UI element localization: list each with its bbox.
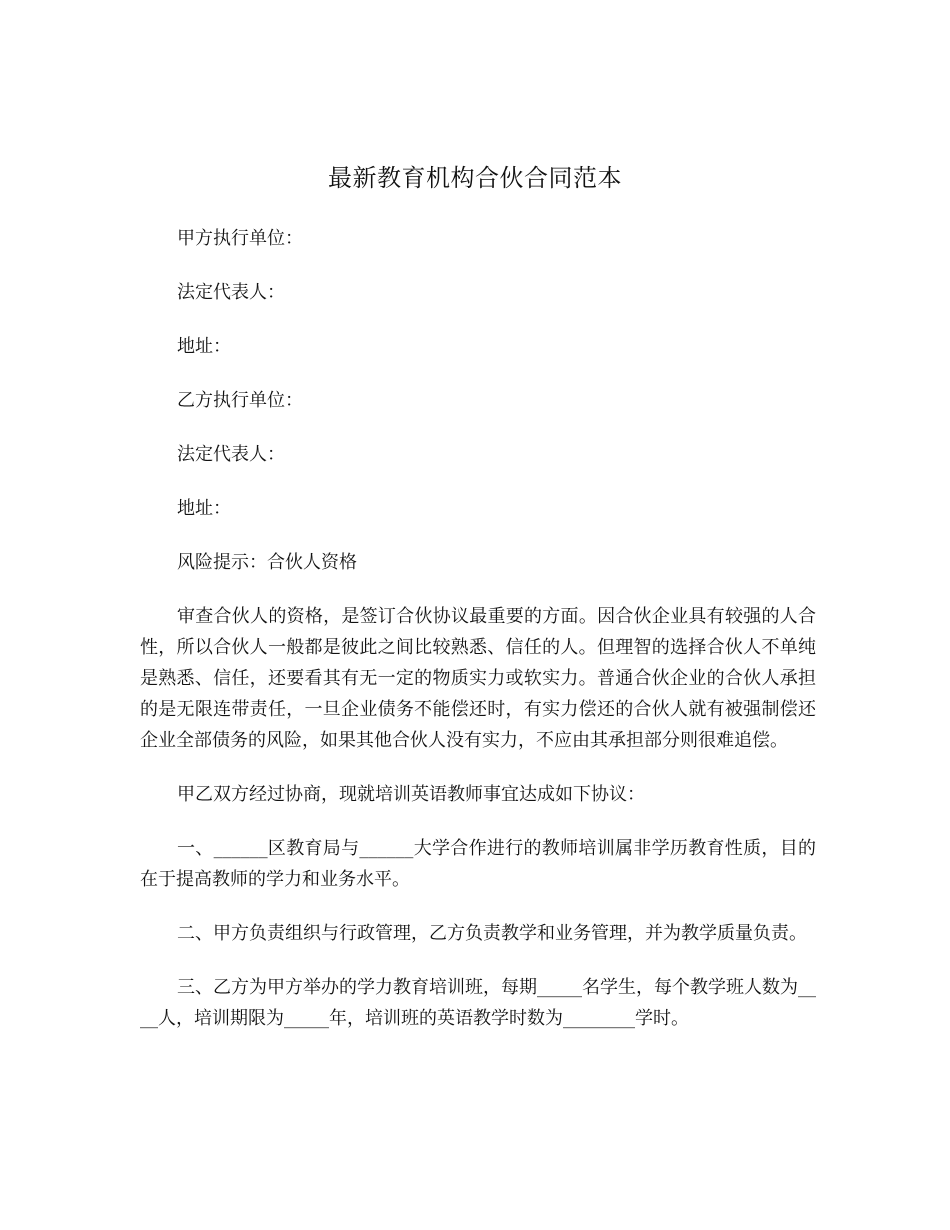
- party-b-representative-field: 法定代表人：: [177, 444, 285, 465]
- partner-qualification-paragraph: 审查合伙人的资格，是签订合伙协议最重要的方面。因合伙企业具有较强的人合性，所以合伙人一般都是彼此之间比较熟悉、信任的人。但理智的选择合伙人不单纯是熟悉、信任，还要看其有无一定的物质实力或软实力。普通合伙企业的合伙人承担的是无限连带责任，一旦企业债务不能偿还时，有实力偿还的合伙人就有被强制偿还企业全部债务的风险，如果其他合伙人没有实力，不应由其承担部分则很难追偿。: [140, 606, 816, 751]
- party-a-address-field: 地址：: [177, 336, 231, 357]
- party-b-unit-field: 乙方执行单位：: [177, 390, 303, 411]
- document-title: 最新教育机构合伙合同范本: [328, 164, 622, 192]
- document-body: [140, 223, 816, 1057]
- party-b-address-field: 地址：: [177, 498, 231, 519]
- party-a-unit-field: 甲方执行单位：: [177, 228, 303, 249]
- agreement-intro-paragraph: 甲乙双方经过协商，现就培训英语教师事宜达成如下协议：: [177, 784, 645, 805]
- risk-notice: 风险提示：合伙人资格: [177, 552, 357, 573]
- clause-2: 二、甲方负责组织与行政管理，乙方负责教学和业务管理，并为教学质量负责。: [177, 923, 807, 944]
- clause-3: 三、乙方为甲方举办的学力教育培训班，每期_____名学生，每个教学班人数为____人，培训期限为_____年，培训班的英语教学时数为________学时。: [140, 977, 816, 1029]
- party-a-representative-field: 法定代表人：: [177, 282, 285, 303]
- clause-1: 一、______区教育局与______大学合作进行的教师培训属非学历教育性质，目的在于提高教师的学力和业务水平。: [140, 838, 816, 890]
